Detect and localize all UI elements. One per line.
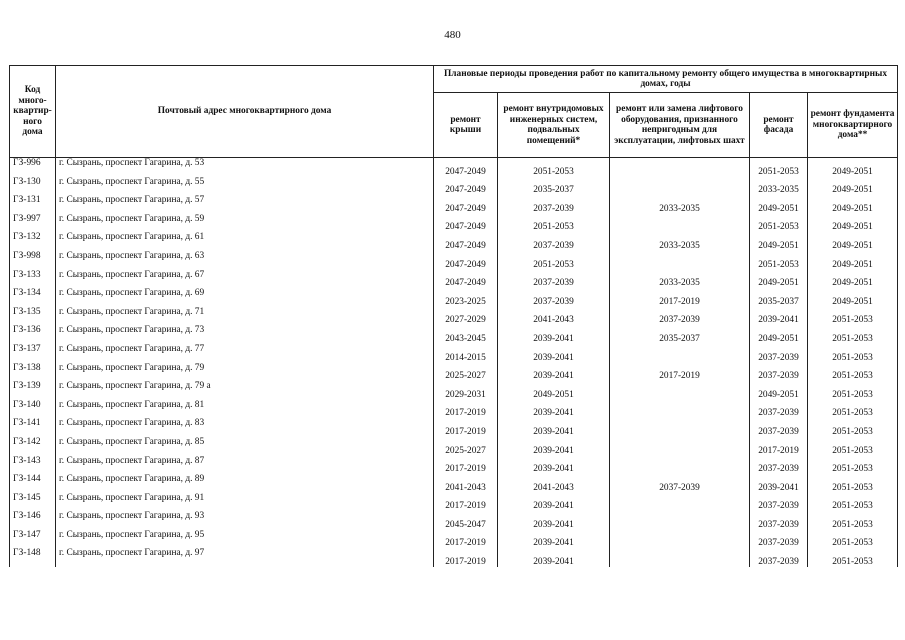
cell-foundation: 2049-2051 (808, 177, 898, 196)
cell-address: г. Сызрань, проспект Гагарина, д. 97 (56, 548, 434, 567)
table-row (10, 195, 898, 214)
cell-roof: 2014-2015 (434, 344, 498, 363)
header-foundation: ремонт фундамента многоквартирного дома** (808, 93, 898, 158)
table-body (10, 158, 898, 568)
cell-facade: 2049-2051 (750, 381, 808, 400)
cell-facade: 2051-2053 (750, 214, 808, 233)
table-row (10, 456, 898, 475)
table-row (10, 251, 898, 270)
cell-roof: 2025-2027 (434, 363, 498, 382)
header-facade: ремонт фасада (750, 93, 808, 158)
table-row (10, 325, 898, 344)
cell-facade: 2039-2041 (750, 474, 808, 493)
cell-roof: 2047-2049 (434, 214, 498, 233)
cell-elevator (610, 381, 750, 400)
cell-systems: 2037-2039 (498, 195, 610, 214)
cell-elevator (610, 493, 750, 512)
cell-systems: 2037-2039 (498, 288, 610, 307)
header-periods-group: Плановые периоды проведения работ по капитальному ремонту общего имущества в многоквартирных домах, годы (434, 66, 898, 93)
cell-systems: 2037-2039 (498, 232, 610, 251)
cell-elevator (610, 530, 750, 549)
cell-systems: 2039-2041 (498, 400, 610, 419)
cell-foundation: 2049-2051 (808, 288, 898, 307)
cell-systems: 2041-2043 (498, 474, 610, 493)
table-row (10, 474, 898, 493)
cell-facade: 2033-2035 (750, 177, 808, 196)
cell-address: г. Сызрань, проспект Гагарина, д. 67 (56, 270, 434, 289)
cell-elevator (610, 548, 750, 567)
cell-code: ГЗ-138 (10, 363, 56, 382)
cell-roof: 2029-2031 (434, 381, 498, 400)
cell-systems: 2035-2037 (498, 177, 610, 196)
cell-address: г. Сызрань, проспект Гагарина, д. 53 (56, 158, 434, 177)
cell-facade: 2035-2037 (750, 288, 808, 307)
cell-facade: 2049-2051 (750, 270, 808, 289)
cell-code: ГЗ-141 (10, 418, 56, 437)
table-row (10, 344, 898, 363)
cell-systems: 2039-2041 (498, 325, 610, 344)
cell-foundation: 2051-2053 (808, 548, 898, 567)
cell-code: ГЗ-143 (10, 456, 56, 475)
cell-facade: 2037-2039 (750, 363, 808, 382)
cell-code: ГЗ-145 (10, 493, 56, 512)
cell-address: г. Сызрань, проспект Гагарина, д. 83 (56, 418, 434, 437)
table-row (10, 363, 898, 382)
cell-facade: 2049-2051 (750, 232, 808, 251)
cell-foundation: 2049-2051 (808, 251, 898, 270)
table-row (10, 418, 898, 437)
cell-foundation: 2051-2053 (808, 511, 898, 530)
cell-elevator (610, 251, 750, 270)
cell-facade: 2051-2053 (750, 251, 808, 270)
cell-roof: 2027-2029 (434, 307, 498, 326)
cell-foundation: 2051-2053 (808, 363, 898, 382)
cell-code: ГЗ-134 (10, 288, 56, 307)
cell-address: г. Сызрань, проспект Гагарина, д. 79 (56, 363, 434, 382)
cell-code: ГЗ-135 (10, 307, 56, 326)
cell-roof: 2017-2019 (434, 400, 498, 419)
cell-facade: 2037-2039 (750, 511, 808, 530)
cell-foundation: 2051-2053 (808, 344, 898, 363)
header-roof: ремонт крыши (434, 93, 498, 158)
table-row (10, 381, 898, 400)
cell-foundation: 2051-2053 (808, 325, 898, 344)
cell-elevator: 2017-2019 (610, 363, 750, 382)
cell-roof: 2041-2043 (434, 474, 498, 493)
table-row (10, 288, 898, 307)
cell-systems: 2039-2041 (498, 344, 610, 363)
table-row (10, 437, 898, 456)
cell-systems: 2039-2041 (498, 493, 610, 512)
header-elevator: ремонт или замена лифтового оборудования, признанного непригодным для эксплуатации, лифтовых шахт (610, 93, 750, 158)
table-row (10, 158, 898, 177)
cell-code: ГЗ-147 (10, 530, 56, 549)
cell-facade: 2017-2019 (750, 437, 808, 456)
cell-address: г. Сызрань, проспект Гагарина, д. 59 (56, 214, 434, 233)
cell-code: ГЗ-132 (10, 232, 56, 251)
table-row (10, 511, 898, 530)
cell-roof: 2047-2049 (434, 195, 498, 214)
cell-elevator: 2033-2035 (610, 195, 750, 214)
cell-roof: 2047-2049 (434, 270, 498, 289)
repair-schedule-table (9, 65, 898, 567)
cell-facade: 2049-2051 (750, 325, 808, 344)
cell-systems: 2049-2051 (498, 381, 610, 400)
cell-systems: 2039-2041 (498, 363, 610, 382)
cell-foundation: 2051-2053 (808, 437, 898, 456)
cell-systems: 2039-2041 (498, 548, 610, 567)
cell-code: ГЗ-139 (10, 381, 56, 400)
cell-code: ГЗ-140 (10, 400, 56, 419)
cell-systems: 2037-2039 (498, 270, 610, 289)
cell-code: ГЗ-998 (10, 251, 56, 270)
table-row (10, 493, 898, 512)
page-number: 480 (444, 29, 461, 41)
cell-address: г. Сызрань, проспект Гагарина, д. 57 (56, 195, 434, 214)
cell-elevator: 2035-2037 (610, 325, 750, 344)
cell-foundation: 2051-2053 (808, 418, 898, 437)
header-row-top (10, 66, 898, 93)
cell-elevator (610, 418, 750, 437)
header-address: Почтовый адрес многоквартирного дома (56, 66, 434, 158)
cell-facade: 2037-2039 (750, 344, 808, 363)
cell-code: ГЗ-130 (10, 177, 56, 196)
cell-address: г. Сызрань, проспект Гагарина, д. 91 (56, 493, 434, 512)
cell-elevator: 2033-2035 (610, 270, 750, 289)
cell-code: ГЗ-997 (10, 214, 56, 233)
cell-roof: 2017-2019 (434, 548, 498, 567)
cell-foundation: 2051-2053 (808, 456, 898, 475)
cell-roof: 2047-2049 (434, 177, 498, 196)
cell-address: г. Сызрань, проспект Гагарина, д. 79 а (56, 381, 434, 400)
cell-foundation: 2051-2053 (808, 400, 898, 419)
cell-facade: 2049-2051 (750, 195, 808, 214)
cell-facade: 2037-2039 (750, 493, 808, 512)
cell-code: ГЗ-996 (10, 158, 56, 177)
cell-roof: 2043-2045 (434, 325, 498, 344)
cell-roof: 2045-2047 (434, 511, 498, 530)
cell-address: г. Сызрань, проспект Гагарина, д. 77 (56, 344, 434, 363)
cell-address: г. Сызрань, проспект Гагарина, д. 69 (56, 288, 434, 307)
cell-foundation: 2051-2053 (808, 493, 898, 512)
cell-foundation: 2051-2053 (808, 381, 898, 400)
cell-facade: 2051-2053 (750, 158, 808, 177)
cell-address: г. Сызрань, проспект Гагарина, д. 61 (56, 232, 434, 251)
table-row (10, 530, 898, 549)
cell-address: г. Сызрань, проспект Гагарина, д. 55 (56, 177, 434, 196)
cell-code: ГЗ-131 (10, 195, 56, 214)
cell-foundation: 2051-2053 (808, 474, 898, 493)
table-row (10, 307, 898, 326)
cell-elevator (610, 177, 750, 196)
cell-elevator (610, 344, 750, 363)
cell-address: г. Сызрань, проспект Гагарина, д. 81 (56, 400, 434, 419)
cell-elevator (610, 456, 750, 475)
cell-facade: 2037-2039 (750, 400, 808, 419)
cell-systems: 2051-2053 (498, 158, 610, 177)
table-row (10, 548, 898, 567)
cell-systems: 2039-2041 (498, 530, 610, 549)
table-row (10, 232, 898, 251)
cell-elevator: 2017-2019 (610, 288, 750, 307)
header-code: Код много-квартир-ного дома (10, 66, 56, 158)
table-row (10, 270, 898, 289)
cell-roof: 2017-2019 (434, 493, 498, 512)
cell-elevator (610, 214, 750, 233)
cell-address: г. Сызрань, проспект Гагарина, д. 89 (56, 474, 434, 493)
cell-elevator: 2033-2035 (610, 232, 750, 251)
cell-foundation: 2049-2051 (808, 158, 898, 177)
cell-code: ГЗ-142 (10, 437, 56, 456)
cell-systems: 2039-2041 (498, 456, 610, 475)
cell-code: ГЗ-137 (10, 344, 56, 363)
table-row (10, 177, 898, 196)
cell-roof: 2047-2049 (434, 232, 498, 251)
cell-code: ГЗ-144 (10, 474, 56, 493)
cell-systems: 2039-2041 (498, 511, 610, 530)
cell-address: г. Сызрань, проспект Гагарина, д. 71 (56, 307, 434, 326)
cell-address: г. Сызрань, проспект Гагарина, д. 87 (56, 456, 434, 475)
cell-facade: 2037-2039 (750, 548, 808, 567)
cell-roof: 2047-2049 (434, 251, 498, 270)
cell-address: г. Сызрань, проспект Гагарина, д. 93 (56, 511, 434, 530)
cell-elevator: 2037-2039 (610, 474, 750, 493)
cell-foundation: 2051-2053 (808, 307, 898, 326)
cell-foundation: 2049-2051 (808, 232, 898, 251)
cell-elevator (610, 400, 750, 419)
cell-systems: 2039-2041 (498, 418, 610, 437)
cell-roof: 2047-2049 (434, 158, 498, 177)
cell-code: ГЗ-146 (10, 511, 56, 530)
cell-elevator (610, 511, 750, 530)
cell-address: г. Сызрань, проспект Гагарина, д. 73 (56, 325, 434, 344)
cell-foundation: 2051-2053 (808, 530, 898, 549)
cell-facade: 2037-2039 (750, 456, 808, 475)
cell-code: ГЗ-133 (10, 270, 56, 289)
cell-roof: 2017-2019 (434, 418, 498, 437)
cell-elevator: 2037-2039 (610, 307, 750, 326)
cell-address: г. Сызрань, проспект Гагарина, д. 95 (56, 530, 434, 549)
cell-elevator (610, 437, 750, 456)
cell-address: г. Сызрань, проспект Гагарина, д. 85 (56, 437, 434, 456)
cell-systems: 2041-2043 (498, 307, 610, 326)
cell-code: ГЗ-148 (10, 548, 56, 567)
cell-foundation: 2049-2051 (808, 214, 898, 233)
cell-roof: 2023-2025 (434, 288, 498, 307)
cell-systems: 2051-2053 (498, 251, 610, 270)
table-row (10, 400, 898, 419)
header-systems: ремонт внутридомовых инженерных систем, подвальных помещений* (498, 93, 610, 158)
cell-facade: 2037-2039 (750, 530, 808, 549)
cell-systems: 2039-2041 (498, 437, 610, 456)
table-row (10, 214, 898, 233)
cell-roof: 2025-2027 (434, 437, 498, 456)
cell-code: ГЗ-136 (10, 325, 56, 344)
cell-address: г. Сызрань, проспект Гагарина, д. 63 (56, 251, 434, 270)
cell-facade: 2037-2039 (750, 418, 808, 437)
cell-systems: 2051-2053 (498, 214, 610, 233)
cell-facade: 2039-2041 (750, 307, 808, 326)
cell-foundation: 2049-2051 (808, 195, 898, 214)
cell-roof: 2017-2019 (434, 530, 498, 549)
cell-roof: 2017-2019 (434, 456, 498, 475)
cell-elevator (610, 158, 750, 177)
cell-foundation: 2049-2051 (808, 270, 898, 289)
